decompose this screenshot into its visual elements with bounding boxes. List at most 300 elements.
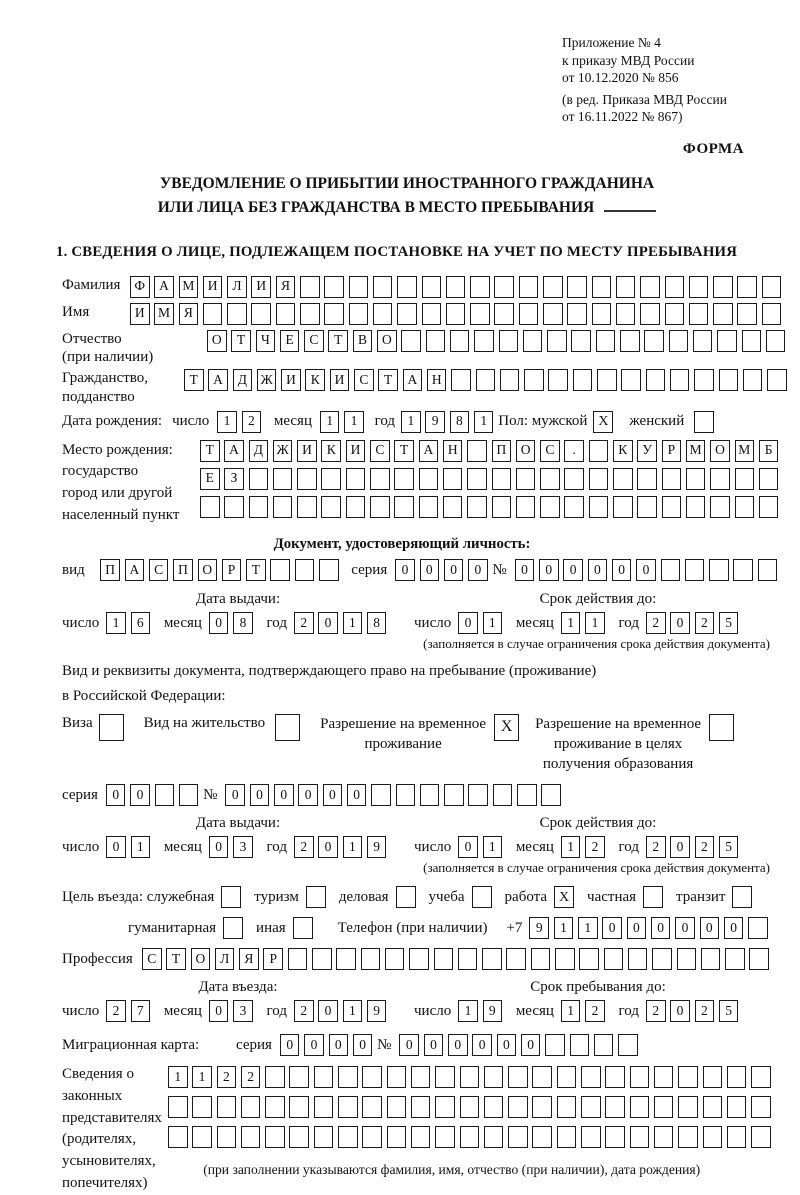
char-cell[interactable]: У — [637, 440, 657, 462]
char-cell[interactable] — [273, 496, 293, 518]
char-cell[interactable] — [460, 1096, 480, 1118]
char-cell[interactable] — [362, 1126, 382, 1148]
char-cell[interactable] — [581, 1066, 601, 1088]
char-cell[interactable] — [396, 784, 416, 806]
char-cell[interactable]: 1 — [320, 411, 340, 433]
char-cell[interactable]: Д — [249, 440, 269, 462]
char-cell[interactable] — [508, 1066, 528, 1088]
char-cell[interactable] — [349, 276, 369, 298]
char-cell[interactable] — [548, 369, 568, 391]
char-cell[interactable]: 2 — [294, 836, 314, 858]
char-cell[interactable]: 0 — [602, 917, 622, 939]
goal-transit-checkbox[interactable] — [732, 886, 752, 908]
char-cell[interactable] — [361, 948, 381, 970]
char-cell[interactable] — [519, 303, 539, 325]
char-cell[interactable]: Т — [378, 369, 398, 391]
char-cell[interactable] — [557, 1096, 577, 1118]
char-cell[interactable] — [179, 784, 199, 806]
char-cell[interactable]: Я — [276, 276, 296, 298]
char-cell[interactable] — [557, 1066, 577, 1088]
char-cell[interactable] — [749, 948, 769, 970]
char-cell[interactable] — [735, 496, 755, 518]
char-cell[interactable]: О — [191, 948, 211, 970]
char-cell[interactable]: А — [125, 559, 145, 581]
char-cell[interactable] — [670, 369, 690, 391]
char-cell[interactable]: 0 — [250, 784, 270, 806]
char-cell[interactable] — [678, 1066, 698, 1088]
char-cell[interactable] — [640, 276, 660, 298]
char-cell[interactable]: 2 — [294, 1000, 314, 1022]
char-cell[interactable] — [540, 496, 560, 518]
sex-female-checkbox[interactable] — [694, 411, 714, 433]
char-cell[interactable]: Я — [239, 948, 259, 970]
char-cell[interactable]: Т — [166, 948, 186, 970]
char-cell[interactable]: 1 — [168, 1066, 188, 1088]
char-cell[interactable] — [338, 1066, 358, 1088]
char-cell[interactable] — [762, 303, 782, 325]
char-cell[interactable]: 1 — [561, 836, 581, 858]
char-cell[interactable]: 0 — [468, 559, 488, 581]
char-cell[interactable] — [508, 1126, 528, 1148]
char-cell[interactable]: 0 — [472, 1034, 492, 1056]
char-cell[interactable] — [300, 276, 320, 298]
char-cell[interactable] — [321, 468, 341, 490]
char-cell[interactable]: Е — [200, 468, 220, 490]
char-cell[interactable] — [516, 496, 536, 518]
char-cell[interactable] — [314, 1066, 334, 1088]
char-cell[interactable] — [564, 496, 584, 518]
char-cell[interactable] — [662, 468, 682, 490]
char-cell[interactable]: 0 — [209, 836, 229, 858]
char-cell[interactable] — [297, 468, 317, 490]
char-cell[interactable] — [727, 1126, 747, 1148]
char-cell[interactable]: 0 — [497, 1034, 517, 1056]
char-cell[interactable] — [620, 330, 640, 352]
char-cell[interactable]: 0 — [318, 612, 338, 634]
char-cell[interactable] — [265, 1096, 285, 1118]
char-cell[interactable] — [227, 303, 247, 325]
char-cell[interactable]: 0 — [675, 917, 695, 939]
char-cell[interactable] — [493, 784, 513, 806]
char-cell[interactable]: 7 — [131, 1000, 151, 1022]
char-cell[interactable]: 0 — [444, 559, 464, 581]
char-cell[interactable] — [662, 496, 682, 518]
char-cell[interactable] — [581, 1096, 601, 1118]
char-cell[interactable] — [467, 440, 487, 462]
char-cell[interactable] — [596, 330, 616, 352]
char-cell[interactable] — [289, 1066, 309, 1088]
char-cell[interactable] — [494, 303, 514, 325]
char-cell[interactable]: 2 — [695, 612, 715, 634]
char-cell[interactable]: 2 — [585, 1000, 605, 1022]
char-cell[interactable]: М — [154, 303, 174, 325]
char-cell[interactable]: Я — [179, 303, 199, 325]
char-cell[interactable]: 0 — [347, 784, 367, 806]
char-cell[interactable]: 0 — [651, 917, 671, 939]
char-cell[interactable] — [719, 369, 739, 391]
char-cell[interactable] — [484, 1096, 504, 1118]
char-cell[interactable] — [470, 303, 490, 325]
char-cell[interactable] — [570, 1034, 590, 1056]
char-cell[interactable]: 2 — [646, 1000, 666, 1022]
char-cell[interactable] — [628, 948, 648, 970]
char-cell[interactable]: 1 — [343, 612, 363, 634]
char-cell[interactable]: С — [370, 440, 390, 462]
char-cell[interactable] — [519, 276, 539, 298]
char-cell[interactable] — [661, 559, 681, 581]
char-cell[interactable] — [435, 1096, 455, 1118]
char-cell[interactable] — [613, 496, 633, 518]
char-cell[interactable]: 0 — [353, 1034, 373, 1056]
char-cell[interactable] — [484, 1066, 504, 1088]
char-cell[interactable]: С — [149, 559, 169, 581]
char-cell[interactable] — [394, 468, 414, 490]
char-cell[interactable] — [435, 1066, 455, 1088]
char-cell[interactable] — [654, 1096, 674, 1118]
char-cell[interactable] — [387, 1066, 407, 1088]
char-cell[interactable]: Т — [184, 369, 204, 391]
char-cell[interactable] — [217, 1126, 237, 1148]
char-cell[interactable]: С — [304, 330, 324, 352]
char-cell[interactable]: 0 — [636, 559, 656, 581]
char-cell[interactable]: 1 — [401, 411, 421, 433]
char-cell[interactable] — [419, 496, 439, 518]
char-cell[interactable]: 0 — [130, 784, 150, 806]
char-cell[interactable] — [467, 496, 487, 518]
char-cell[interactable]: 0 — [318, 836, 338, 858]
char-cell[interactable] — [224, 496, 244, 518]
char-cell[interactable] — [484, 1126, 504, 1148]
char-cell[interactable] — [567, 303, 587, 325]
visa-checkbox[interactable] — [99, 714, 124, 741]
char-cell[interactable] — [295, 559, 315, 581]
char-cell[interactable] — [401, 330, 421, 352]
char-cell[interactable] — [621, 369, 641, 391]
char-cell[interactable] — [397, 276, 417, 298]
char-cell[interactable] — [733, 559, 753, 581]
char-cell[interactable]: Т — [394, 440, 414, 462]
char-cell[interactable] — [701, 948, 721, 970]
char-cell[interactable] — [443, 468, 463, 490]
char-cell[interactable]: 0 — [298, 784, 318, 806]
char-cell[interactable] — [737, 276, 757, 298]
char-cell[interactable] — [387, 1126, 407, 1148]
char-cell[interactable]: Р — [263, 948, 283, 970]
char-cell[interactable]: 8 — [233, 612, 253, 634]
char-cell[interactable] — [613, 468, 633, 490]
char-cell[interactable] — [516, 468, 536, 490]
char-cell[interactable] — [605, 1126, 625, 1148]
char-cell[interactable] — [324, 303, 344, 325]
char-cell[interactable] — [387, 1096, 407, 1118]
char-cell[interactable]: 0 — [627, 917, 647, 939]
char-cell[interactable]: 0 — [670, 836, 690, 858]
char-cell[interactable] — [605, 1096, 625, 1118]
char-cell[interactable] — [251, 303, 271, 325]
char-cell[interactable] — [581, 1126, 601, 1148]
char-cell[interactable] — [532, 1096, 552, 1118]
char-cell[interactable] — [192, 1126, 212, 1148]
char-cell[interactable] — [217, 1096, 237, 1118]
char-cell[interactable]: 2 — [646, 612, 666, 634]
char-cell[interactable] — [547, 330, 567, 352]
char-cell[interactable]: П — [100, 559, 120, 581]
char-cell[interactable]: Л — [215, 948, 235, 970]
char-cell[interactable] — [751, 1096, 771, 1118]
char-cell[interactable] — [460, 1066, 480, 1088]
char-cell[interactable] — [467, 468, 487, 490]
char-cell[interactable] — [751, 1066, 771, 1088]
char-cell[interactable]: Т — [328, 330, 348, 352]
char-cell[interactable] — [589, 496, 609, 518]
char-cell[interactable]: 9 — [483, 1000, 503, 1022]
char-cell[interactable]: Ж — [257, 369, 277, 391]
char-cell[interactable]: 0 — [612, 559, 632, 581]
char-cell[interactable]: 0 — [399, 1034, 419, 1056]
char-cell[interactable] — [689, 276, 709, 298]
char-cell[interactable] — [686, 496, 706, 518]
char-cell[interactable]: 0 — [420, 559, 440, 581]
char-cell[interactable]: О — [377, 330, 397, 352]
char-cell[interactable] — [397, 303, 417, 325]
char-cell[interactable] — [579, 948, 599, 970]
char-cell[interactable] — [297, 496, 317, 518]
char-cell[interactable] — [543, 303, 563, 325]
char-cell[interactable] — [759, 468, 779, 490]
char-cell[interactable] — [451, 369, 471, 391]
char-cell[interactable] — [409, 948, 429, 970]
char-cell[interactable]: 2 — [695, 1000, 715, 1022]
char-cell[interactable]: 0 — [318, 1000, 338, 1022]
char-cell[interactable]: К — [305, 369, 325, 391]
char-cell[interactable]: 0 — [323, 784, 343, 806]
char-cell[interactable] — [571, 330, 591, 352]
char-cell[interactable] — [597, 369, 617, 391]
char-cell[interactable] — [419, 468, 439, 490]
char-cell[interactable]: Р — [222, 559, 242, 581]
char-cell[interactable] — [564, 468, 584, 490]
char-cell[interactable] — [604, 948, 624, 970]
char-cell[interactable] — [748, 917, 768, 939]
char-cell[interactable] — [411, 1126, 431, 1148]
char-cell[interactable]: 3 — [233, 836, 253, 858]
char-cell[interactable]: 9 — [367, 1000, 387, 1022]
char-cell[interactable]: Н — [427, 369, 447, 391]
char-cell[interactable]: 0 — [395, 559, 415, 581]
char-cell[interactable]: М — [735, 440, 755, 462]
char-cell[interactable]: Ч — [256, 330, 276, 352]
char-cell[interactable] — [468, 784, 488, 806]
char-cell[interactable] — [524, 369, 544, 391]
char-cell[interactable]: 9 — [367, 836, 387, 858]
char-cell[interactable] — [435, 1126, 455, 1148]
char-cell[interactable] — [492, 468, 512, 490]
char-cell[interactable]: . — [564, 440, 584, 462]
char-cell[interactable] — [517, 784, 537, 806]
char-cell[interactable]: О — [516, 440, 536, 462]
char-cell[interactable] — [640, 303, 660, 325]
char-cell[interactable] — [616, 303, 636, 325]
char-cell[interactable]: В — [353, 330, 373, 352]
char-cell[interactable]: 1 — [483, 612, 503, 634]
char-cell[interactable]: 0 — [329, 1034, 349, 1056]
char-cell[interactable]: Н — [443, 440, 463, 462]
char-cell[interactable]: С — [142, 948, 162, 970]
char-cell[interactable] — [605, 1066, 625, 1088]
char-cell[interactable] — [630, 1066, 650, 1088]
char-cell[interactable]: 0 — [458, 612, 478, 634]
char-cell[interactable] — [420, 784, 440, 806]
char-cell[interactable]: И — [281, 369, 301, 391]
char-cell[interactable] — [758, 559, 778, 581]
char-cell[interactable]: 1 — [483, 836, 503, 858]
char-cell[interactable] — [346, 496, 366, 518]
char-cell[interactable] — [703, 1066, 723, 1088]
char-cell[interactable] — [665, 276, 685, 298]
char-cell[interactable] — [665, 303, 685, 325]
char-cell[interactable]: 9 — [529, 917, 549, 939]
char-cell[interactable]: 1 — [106, 612, 126, 634]
goal-humanitarian-checkbox[interactable] — [223, 917, 243, 939]
char-cell[interactable] — [555, 948, 575, 970]
goal-official-checkbox[interactable] — [221, 886, 241, 908]
char-cell[interactable]: 1 — [585, 612, 605, 634]
char-cell[interactable] — [531, 948, 551, 970]
char-cell[interactable] — [725, 948, 745, 970]
char-cell[interactable] — [200, 496, 220, 518]
char-cell[interactable] — [446, 303, 466, 325]
char-cell[interactable] — [450, 330, 470, 352]
char-cell[interactable] — [677, 948, 697, 970]
char-cell[interactable]: 5 — [719, 836, 739, 858]
char-cell[interactable]: П — [173, 559, 193, 581]
char-cell[interactable] — [494, 276, 514, 298]
char-cell[interactable]: О — [710, 440, 730, 462]
char-cell[interactable] — [630, 1126, 650, 1148]
char-cell[interactable] — [589, 468, 609, 490]
char-cell[interactable] — [523, 330, 543, 352]
char-cell[interactable] — [743, 369, 763, 391]
char-cell[interactable]: Т — [231, 330, 251, 352]
char-cell[interactable] — [694, 369, 714, 391]
char-cell[interactable]: И — [251, 276, 271, 298]
char-cell[interactable]: 2 — [646, 836, 666, 858]
char-cell[interactable] — [276, 303, 296, 325]
char-cell[interactable]: И — [203, 276, 223, 298]
char-cell[interactable]: Ж — [273, 440, 293, 462]
char-cell[interactable] — [727, 1066, 747, 1088]
char-cell[interactable]: 2 — [106, 1000, 126, 1022]
char-cell[interactable]: 0 — [424, 1034, 444, 1056]
char-cell[interactable] — [500, 369, 520, 391]
char-cell[interactable] — [249, 496, 269, 518]
char-cell[interactable] — [336, 948, 356, 970]
goal-tourism-checkbox[interactable] — [306, 886, 326, 908]
char-cell[interactable]: И — [297, 440, 317, 462]
char-cell[interactable] — [735, 468, 755, 490]
char-cell[interactable] — [685, 559, 705, 581]
char-cell[interactable]: 0 — [209, 612, 229, 634]
char-cell[interactable] — [434, 948, 454, 970]
char-cell[interactable] — [713, 276, 733, 298]
char-cell[interactable]: 1 — [561, 612, 581, 634]
char-cell[interactable] — [446, 276, 466, 298]
char-cell[interactable] — [557, 1126, 577, 1148]
char-cell[interactable]: И — [130, 303, 150, 325]
char-cell[interactable]: А — [403, 369, 423, 391]
char-cell[interactable]: 0 — [521, 1034, 541, 1056]
char-cell[interactable] — [589, 440, 609, 462]
char-cell[interactable] — [241, 1126, 261, 1148]
char-cell[interactable] — [411, 1096, 431, 1118]
char-cell[interactable]: 0 — [670, 1000, 690, 1022]
goal-work-checkbox[interactable]: X — [554, 886, 574, 908]
char-cell[interactable] — [678, 1126, 698, 1148]
char-cell[interactable] — [300, 303, 320, 325]
char-cell[interactable]: 2 — [585, 836, 605, 858]
char-cell[interactable] — [618, 1034, 638, 1056]
char-cell[interactable]: А — [419, 440, 439, 462]
char-cell[interactable] — [426, 330, 446, 352]
char-cell[interactable] — [703, 1126, 723, 1148]
char-cell[interactable]: 0 — [458, 836, 478, 858]
char-cell[interactable] — [669, 330, 689, 352]
char-cell[interactable] — [751, 1126, 771, 1148]
char-cell[interactable] — [168, 1126, 188, 1148]
char-cell[interactable]: 0 — [280, 1034, 300, 1056]
char-cell[interactable]: 1 — [578, 917, 598, 939]
char-cell[interactable]: 2 — [242, 411, 262, 433]
char-cell[interactable] — [324, 276, 344, 298]
char-cell[interactable]: 6 — [131, 612, 151, 634]
char-cell[interactable]: М — [179, 276, 199, 298]
char-cell[interactable] — [652, 948, 672, 970]
char-cell[interactable] — [678, 1096, 698, 1118]
char-cell[interactable] — [338, 1096, 358, 1118]
char-cell[interactable] — [710, 468, 730, 490]
char-cell[interactable] — [474, 330, 494, 352]
char-cell[interactable]: 8 — [367, 612, 387, 634]
char-cell[interactable] — [265, 1066, 285, 1088]
char-cell[interactable] — [168, 1096, 188, 1118]
char-cell[interactable]: 0 — [106, 784, 126, 806]
char-cell[interactable] — [541, 784, 561, 806]
char-cell[interactable] — [371, 784, 391, 806]
char-cell[interactable]: 1 — [458, 1000, 478, 1022]
char-cell[interactable]: С — [540, 440, 560, 462]
residence-permit-checkbox[interactable] — [275, 714, 300, 741]
char-cell[interactable]: А — [224, 440, 244, 462]
char-cell[interactable]: 0 — [304, 1034, 324, 1056]
char-cell[interactable] — [532, 1066, 552, 1088]
sex-male-checkbox[interactable]: X — [593, 411, 613, 433]
char-cell[interactable]: С — [354, 369, 374, 391]
char-cell[interactable]: О — [207, 330, 227, 352]
char-cell[interactable] — [492, 496, 512, 518]
char-cell[interactable]: О — [198, 559, 218, 581]
char-cell[interactable] — [709, 559, 729, 581]
char-cell[interactable]: Л — [227, 276, 247, 298]
char-cell[interactable]: 0 — [670, 612, 690, 634]
char-cell[interactable] — [319, 559, 339, 581]
char-cell[interactable] — [727, 1096, 747, 1118]
char-cell[interactable] — [592, 303, 612, 325]
char-cell[interactable] — [362, 1096, 382, 1118]
char-cell[interactable]: 0 — [106, 836, 126, 858]
char-cell[interactable]: 3 — [233, 1000, 253, 1022]
char-cell[interactable]: 2 — [695, 836, 715, 858]
char-cell[interactable] — [349, 303, 369, 325]
